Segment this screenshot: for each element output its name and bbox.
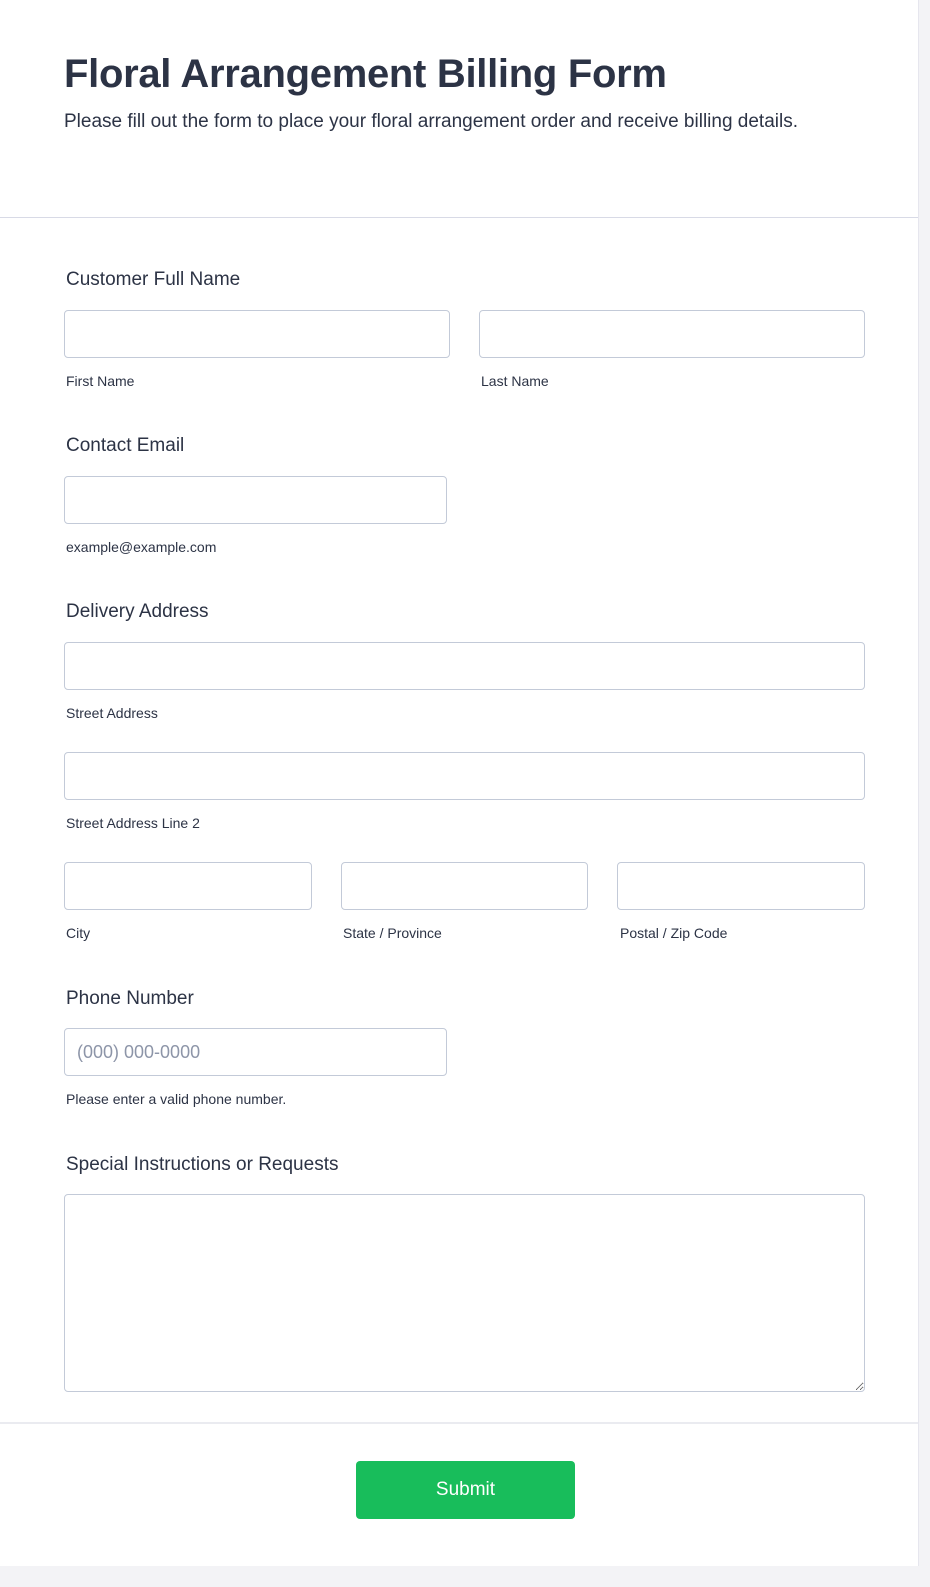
submit-button[interactable]: Submit	[356, 1461, 575, 1519]
street-address-line2-sublabel: Street Address Line 2	[66, 815, 200, 831]
street-address-sublabel: Street Address	[66, 705, 158, 721]
last-name-sublabel: Last Name	[481, 373, 549, 389]
state-input[interactable]	[341, 862, 588, 910]
footer-divider	[0, 1422, 918, 1424]
first-name-sublabel: First Name	[66, 373, 135, 389]
header-divider	[0, 217, 918, 218]
instructions-textarea[interactable]	[64, 1194, 865, 1392]
city-input[interactable]	[64, 862, 312, 910]
city-sublabel: City	[66, 925, 91, 941]
form-title: Floral Arrangement Billing Form	[64, 52, 667, 96]
email-sublabel: example@example.com	[66, 539, 217, 555]
address-label: Delivery Address	[66, 601, 209, 622]
phone-input[interactable]	[64, 1028, 447, 1076]
first-name-input[interactable]	[64, 310, 450, 358]
email-input[interactable]	[64, 476, 447, 524]
state-sublabel: State / Province	[343, 925, 442, 941]
street-address-input[interactable]	[64, 642, 865, 690]
form-description: Please fill out the form to place your floral arrangement order and receive billing details.	[64, 111, 798, 132]
zip-input[interactable]	[617, 862, 865, 910]
zip-sublabel: Postal / Zip Code	[620, 925, 728, 941]
customer-name-label: Customer Full Name	[66, 269, 241, 290]
instructions-label: Special Instructions or Requests	[66, 1154, 339, 1175]
street-address-line2-input[interactable]	[64, 752, 865, 800]
last-name-input[interactable]	[479, 310, 865, 358]
email-label: Contact Email	[66, 435, 185, 456]
phone-label: Phone Number	[66, 988, 194, 1009]
phone-sublabel: Please enter a valid phone number.	[66, 1091, 287, 1107]
